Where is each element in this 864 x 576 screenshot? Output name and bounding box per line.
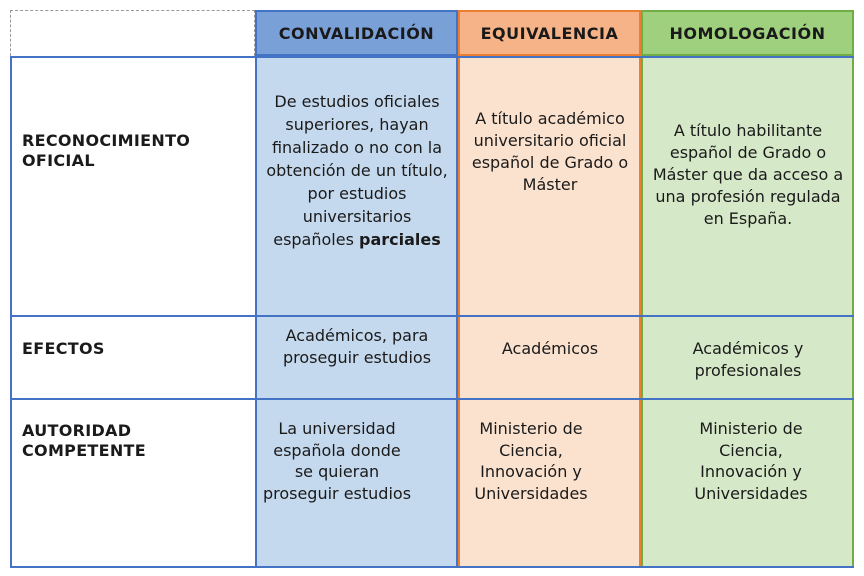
row-label-autoridad: AUTORIDAD COMPETENTE: [22, 421, 146, 460]
cell-text-bold: parciales: [359, 230, 441, 249]
cell-reconocimiento-equivalencia: A título académico universitario oficial español de Grado o Máster: [471, 109, 629, 194]
row-label-efectos: EFECTOS: [22, 339, 105, 358]
table-divider: [10, 56, 854, 58]
header-homologacion: HOMOLOGACIÓN: [641, 10, 854, 56]
table-divider: [10, 566, 854, 568]
header-blank-cell: [10, 10, 255, 56]
cell-reconocimiento-convalidacion: [262, 90, 452, 251]
cell-efectos-homologacion: Académicos y profesionales: [692, 339, 804, 380]
cell-text: De estudios oficiales superiores, hayan finalizado o no con la obtención de un título, por estudios universitarios españoles: [266, 92, 448, 249]
cell-autoridad-equivalencia: Ministerio de Ciencia, Innovación y Universidades: [474, 419, 588, 503]
cell-efectos-equivalencia: Académicos: [501, 339, 599, 358]
header-equivalencia: EQUIVALENCIA: [458, 10, 641, 56]
header-convalidacion: CONVALIDACIÓN: [255, 10, 458, 56]
cell-efectos-convalidacion: Académicos, para proseguir estudios: [282, 326, 432, 367]
table-divider: [10, 315, 854, 317]
cell-reconocimiento-homologacion: A título habilitante español de Grado o Máster que da acceso a una profesión regulada en España.: [652, 121, 844, 228]
row-label-reconocimiento: RECONOCIMIENTO OFICIAL: [22, 131, 191, 170]
table-divider: [10, 398, 854, 400]
cell-autoridad-convalidacion: La universidad española donde se quieran proseguir estudios: [262, 419, 412, 503]
table-left-border: [10, 56, 12, 568]
cell-autoridad-homologacion: Ministerio de Ciencia, Innovación y Universidades: [694, 419, 808, 503]
